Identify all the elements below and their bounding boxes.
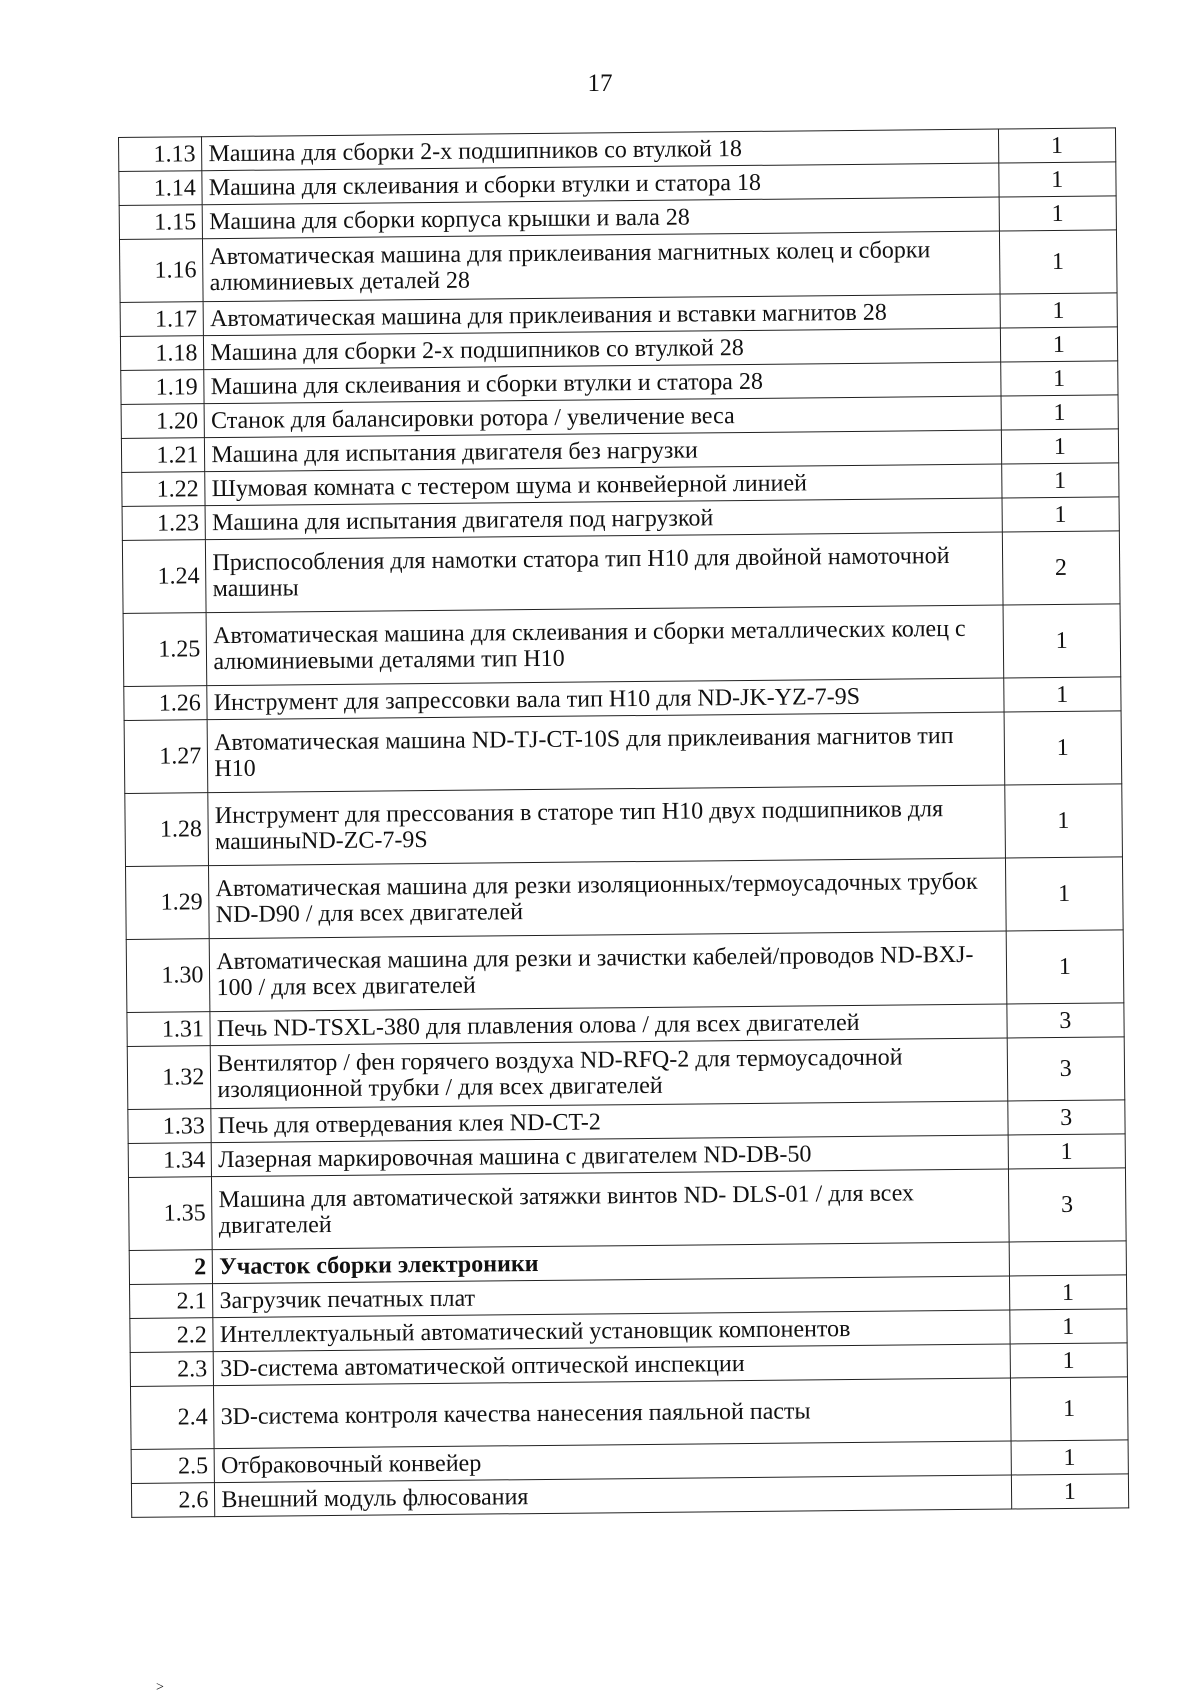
row-number-cell: 1.29 — [126, 866, 210, 940]
table-row — [124, 711, 1122, 794]
row-number-cell: 2.6 — [131, 1483, 215, 1518]
equipment-name-cell: Внешний модуль флюсования — [215, 1475, 1011, 1517]
equipment-name-cell: Автоматическая машина для резки и зачистки кабелей/проводов ND-BXJ-100 / для всех двигателей — [210, 931, 1007, 1012]
equipment-name-cell: Машина для автоматической затяжки винтов ND- DLS-01 / для всех двигателей — [212, 1169, 1009, 1250]
quantity-cell: 1 — [1011, 1440, 1129, 1475]
table-row — [130, 1377, 1128, 1450]
quantity-cell: 1 — [1009, 1275, 1127, 1310]
quantity-cell: 1 — [1004, 784, 1122, 858]
equipment-name-cell: Шумовая комната с тестером шума и конвейерной линией — [205, 464, 1001, 506]
row-number-cell: 1.32 — [127, 1046, 211, 1110]
quantity-cell: 1 — [1011, 1474, 1129, 1509]
row-number-cell: 1.35 — [128, 1177, 212, 1251]
quantity-cell: 1 — [999, 230, 1117, 294]
equipment-table — [118, 127, 1129, 1518]
row-number-cell: 1.28 — [125, 793, 209, 867]
equipment-name-cell: Участок сборки электроники — [213, 1242, 1009, 1284]
row-number-cell: 2.5 — [131, 1449, 215, 1484]
row-number-cell: 1.33 — [128, 1109, 212, 1144]
table-row — [123, 604, 1121, 687]
page-number: 17 — [587, 70, 613, 97]
equipment-name-cell: 3D-система контроля качества нанесения паяльной пасты — [214, 1378, 1011, 1449]
row-number-cell: 1.16 — [119, 239, 203, 303]
equipment-name-cell: Машина для склеивания и сборки втулки и статора 18 — [202, 163, 998, 205]
row-number-cell: 1.21 — [121, 438, 205, 473]
quantity-cell: 3 — [1007, 1037, 1125, 1101]
quantity-cell: 1 — [1001, 463, 1119, 498]
row-number-cell: 1.34 — [128, 1143, 212, 1178]
row-number-cell: 2 — [129, 1250, 213, 1285]
row-number-cell: 1.26 — [124, 686, 208, 721]
row-number-cell: 1.31 — [127, 1012, 211, 1047]
equipment-name-cell: Печь для отвердевания клея ND-CT-2 — [211, 1101, 1007, 1143]
quantity-cell: 3 — [1007, 1100, 1125, 1135]
quantity-cell: 1 — [1000, 361, 1118, 396]
row-number-cell: 1.27 — [124, 720, 208, 794]
row-number-cell: 1.18 — [120, 336, 204, 371]
quantity-cell: 1 — [1010, 1377, 1128, 1441]
scan-mark: ˃ — [156, 1680, 164, 1695]
equipment-name-cell: Автоматическая машина ND-TJ-CT-10S для приклеивания магнитов тип H10 — [207, 712, 1004, 793]
equipment-name-cell: Инструмент для прессования в статоре тип H10 двух подшипников для машиныND-ZC-7-9S — [208, 785, 1005, 866]
quantity-cell: 1 — [1003, 677, 1121, 712]
equipment-name-cell: Вентилятор / фен горячего воздуха ND-RFQ-2 для термоусадочной изоляционной трубки / для всех двигателей — [211, 1038, 1008, 1109]
quantity-cell: 3 — [1006, 1003, 1124, 1038]
row-number-cell: 1.20 — [121, 404, 205, 439]
equipment-name-cell: Машина для сборки 2-х подшипников со втулкой 28 — [204, 328, 1000, 370]
row-number-cell: 1.17 — [120, 302, 204, 337]
quantity-cell: 1 — [1009, 1309, 1127, 1344]
equipment-name-cell: Машина для испытания двигателя под нагрузкой — [205, 498, 1001, 540]
table-row — [126, 930, 1124, 1013]
row-number-cell: 1.13 — [119, 137, 203, 172]
row-number-cell: 1.22 — [122, 472, 206, 507]
quantity-cell: 1 — [1001, 429, 1119, 464]
quantity-cell: 1 — [1000, 327, 1118, 362]
table-row — [125, 784, 1123, 867]
equipment-name-cell: Автоматическая машина для резки изоляционных/термоусадочных трубок ND-D90 / для всех двигателей — [209, 858, 1006, 939]
quantity-cell: 1 — [998, 128, 1116, 163]
row-number-cell: 1.14 — [119, 171, 203, 206]
equipment-name-cell: Автоматическая машина для приклеивания и вставки магнитов 28 — [203, 294, 999, 336]
equipment-name-cell: Машина для сборки корпуса крышки и вала 28 — [202, 197, 998, 239]
equipment-name-cell: 3D-система автоматической оптической инспекции — [213, 1344, 1009, 1386]
table-row — [126, 857, 1124, 940]
equipment-name-cell: Загрузчик печатных плат — [213, 1276, 1009, 1318]
quantity-cell: 1 — [1001, 395, 1119, 430]
quantity-cell: 1 — [1005, 857, 1123, 931]
quantity-cell: 1 — [1006, 930, 1124, 1004]
quantity-cell: 1 — [1010, 1343, 1128, 1378]
quantity-cell — [1009, 1241, 1127, 1276]
row-number-cell: 1.15 — [119, 205, 203, 240]
equipment-name-cell: Лазерная маркировочная машина с двигателем ND-DB-50 — [211, 1135, 1007, 1177]
quantity-cell: 1 — [1003, 604, 1121, 678]
table-row — [122, 531, 1120, 614]
table-row — [127, 1037, 1125, 1110]
quantity-cell: 1 — [1000, 293, 1118, 328]
quantity-cell: 1 — [999, 196, 1117, 231]
row-number-cell: 1.24 — [122, 540, 206, 614]
equipment-name-cell: Машина для сборки 2-х подшипников со втулкой 18 — [202, 129, 998, 171]
equipment-table-body — [119, 128, 1129, 1518]
quantity-cell: 1 — [1002, 497, 1120, 532]
equipment-name-cell: Инструмент для запрессовки вала тип H10 для ND-JK-YZ-7-9S — [207, 678, 1003, 720]
quantity-cell: 1 — [1008, 1134, 1126, 1169]
table-row — [119, 230, 1117, 303]
row-number-cell: 1.19 — [121, 370, 205, 405]
equipment-name-cell: Автоматическая машина для склеивания и сборки металлических колец с алюминиевыми деталями тип H10 — [206, 605, 1003, 686]
quantity-cell: 3 — [1008, 1168, 1126, 1242]
row-number-cell: 2.3 — [130, 1352, 214, 1387]
row-number-cell: 1.23 — [122, 506, 206, 541]
equipment-name-cell: Печь ND-TSXL-380 для плавления олова / для всех двигателей — [210, 1004, 1006, 1046]
quantity-cell: 2 — [1002, 531, 1120, 605]
row-number-cell: 1.25 — [123, 613, 207, 687]
row-number-cell: 2.1 — [130, 1284, 214, 1319]
row-number-cell: 2.4 — [130, 1386, 214, 1450]
row-number-cell: 1.30 — [126, 939, 210, 1013]
row-number-cell: 2.2 — [130, 1318, 214, 1353]
quantity-cell: 1 — [1004, 711, 1122, 785]
equipment-name-cell: Станок для балансировки ротора / увеличение веса — [204, 396, 1000, 438]
equipment-name-cell: Приспособления для намотки статора тип H10 для двойной намоточной машины — [206, 532, 1003, 613]
equipment-name-cell: Машина для испытания двигателя без нагрузки — [205, 430, 1001, 472]
equipment-name-cell: Машина для склеивания и сборки втулки и статора 28 — [204, 362, 1000, 404]
equipment-name-cell: Отбраковочный конвейер — [214, 1441, 1010, 1483]
quantity-cell: 1 — [998, 162, 1116, 197]
equipment-name-cell: Автоматическая машина для приклеивания магнитных колец и сборки алюминиевых деталей 28 — [203, 231, 1000, 302]
equipment-name-cell: Интеллектуальный автоматический установщик компонентов — [213, 1310, 1009, 1352]
table-row — [128, 1168, 1126, 1251]
